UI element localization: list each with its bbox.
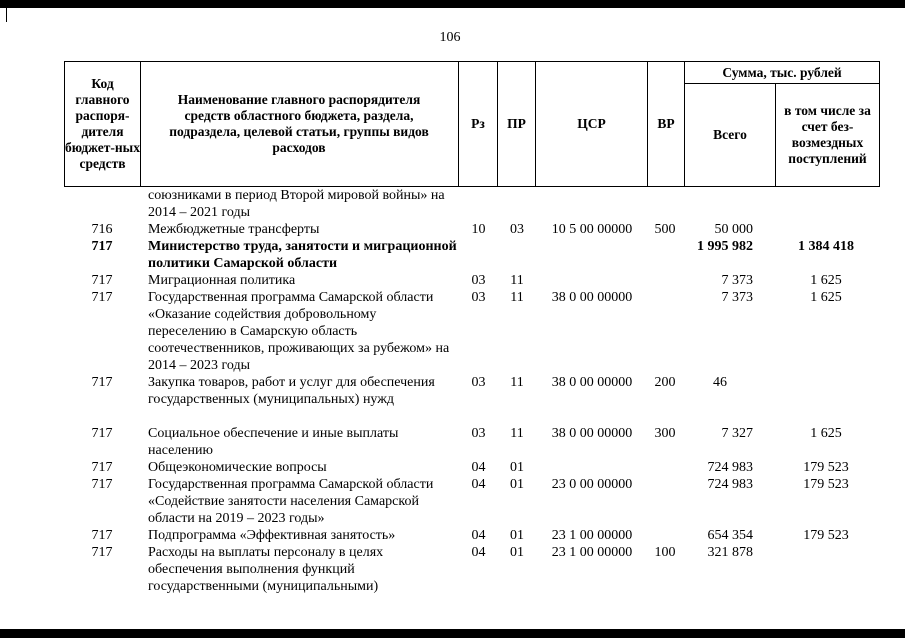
cell-name: Государственная программа Самарской области «Оказание содействия добровольному переселению в Самарскую область соотечественников, проживающих за рубежом» на 2014 – 2023 годы	[148, 290, 450, 373]
header-grants: в том числе за счет без-возмездных поступлений	[784, 103, 871, 166]
cell-pr: 11	[510, 290, 524, 305]
cell-pr: 01	[510, 477, 524, 492]
cell-total: 321 878	[707, 545, 753, 560]
cell-code: 717	[91, 239, 113, 254]
table-header	[64, 61, 880, 187]
cell-grant: 179 523	[803, 477, 849, 492]
cell-code: 717	[91, 460, 113, 475]
cell-total: 7 327	[721, 426, 753, 441]
scan-edge-mark	[6, 8, 7, 22]
cell-csr: 38 0 00 00000	[551, 290, 633, 305]
cell-rz: 10	[471, 222, 486, 237]
header-total: Всего	[713, 127, 747, 142]
cell-code: 717	[91, 545, 113, 560]
cell-name: Социальное обеспечение и иные выплаты населению	[148, 426, 399, 458]
header-pr: ПР	[507, 116, 526, 131]
header-sum: Сумма, тыс. рублей	[722, 64, 842, 80]
cell-pr: 01	[510, 545, 524, 560]
cell-pr: 03	[510, 222, 524, 237]
cell-name: Межбюджетные трансферты	[148, 222, 320, 237]
cell-code: 717	[91, 477, 113, 492]
header-csr: ЦСР	[577, 116, 606, 131]
cell-total: 724 983	[707, 460, 753, 475]
cell-code: 717	[91, 426, 113, 441]
cell-rz: 04	[471, 460, 486, 475]
cell-name: Закупка товаров, работ и услуг для обеспечения государственных (муниципальных) нужд	[148, 375, 435, 407]
cell-rz: 04	[471, 477, 486, 492]
cell-pr: 11	[510, 375, 524, 390]
cell-csr: 38 0 00 00000	[551, 375, 633, 390]
cell-grant: 1 625	[810, 290, 842, 305]
cell-rz: 04	[471, 528, 486, 543]
cell-pr: 11	[510, 273, 524, 288]
cell-grant: 179 523	[803, 528, 849, 543]
cell-code: 717	[91, 375, 113, 390]
cell-csr: 23 0 00 00000	[551, 477, 633, 492]
cell-pr: 01	[510, 460, 524, 475]
header-vr: ВР	[657, 116, 675, 131]
cell-csr: 23 1 00 00000	[551, 545, 633, 560]
cell-csr: 10 5 00 00000	[551, 222, 633, 237]
cell-total: 654 354	[707, 528, 753, 543]
cell-total: 7 373	[721, 273, 753, 288]
header-code: Код главного распоря-дителя бюджет-ных средств	[65, 76, 140, 171]
cell-rz: 03	[471, 290, 486, 305]
cell-vr: 500	[654, 222, 676, 237]
bottom-scan-border	[0, 629, 905, 638]
cell-grant: 1 625	[810, 426, 842, 441]
cell-name: союзниками в период Второй мировой войны» на 2014 – 2021 годы	[148, 188, 445, 220]
cell-total: 1 995 982	[697, 239, 753, 254]
cell-rz: 04	[471, 545, 486, 560]
cell-vr: 300	[654, 426, 676, 441]
cell-csr: 38 0 00 00000	[551, 426, 633, 441]
cell-grant: 1 625	[810, 273, 842, 288]
cell-name: Расходы на выплаты персоналу в целях обеспечения выполнения функций государственными (муниципальными)	[148, 545, 384, 594]
cell-name: Министерство труда, занятости и миграционной политики Самарской области	[148, 239, 457, 271]
cell-pr: 01	[510, 528, 524, 543]
cell-csr: 23 1 00 00000	[551, 528, 633, 543]
page-number: 106	[439, 30, 461, 45]
cell-vr: 100	[654, 545, 676, 560]
cell-pr: 11	[510, 426, 524, 441]
cell-rz: 03	[471, 426, 486, 441]
top-scan-border	[0, 0, 905, 8]
cell-name: Государственная программа Самарской области «Содействие занятости населения Самарской области на 2019 – 2023 годы»	[148, 477, 434, 526]
cell-code: 717	[91, 290, 113, 305]
cell-rz: 03	[471, 273, 486, 288]
cell-code: 716	[91, 222, 113, 237]
header-rz: Рз	[471, 116, 485, 131]
cell-code: 717	[91, 528, 113, 543]
cell-total: 724 983	[707, 477, 753, 492]
cell-name: Миграционная политика	[148, 273, 296, 288]
cell-rz: 03	[471, 375, 486, 390]
cell-name: Подпрограмма «Эффективная занятость»	[148, 528, 396, 543]
cell-code: 717	[91, 273, 113, 288]
cell-name: Общеэкономические вопросы	[148, 460, 327, 475]
cell-grant: 1 384 418	[798, 239, 854, 254]
cell-total: 46	[713, 375, 727, 390]
cell-vr: 200	[654, 375, 676, 390]
cell-total: 7 373	[721, 290, 753, 305]
header-name: Наименование главного распорядителя средств областного бюджета, раздела, подраздела, целевой статьи, группы видов расходов	[169, 92, 429, 155]
cell-grant: 179 523	[803, 460, 849, 475]
cell-total: 50 000	[714, 222, 753, 237]
